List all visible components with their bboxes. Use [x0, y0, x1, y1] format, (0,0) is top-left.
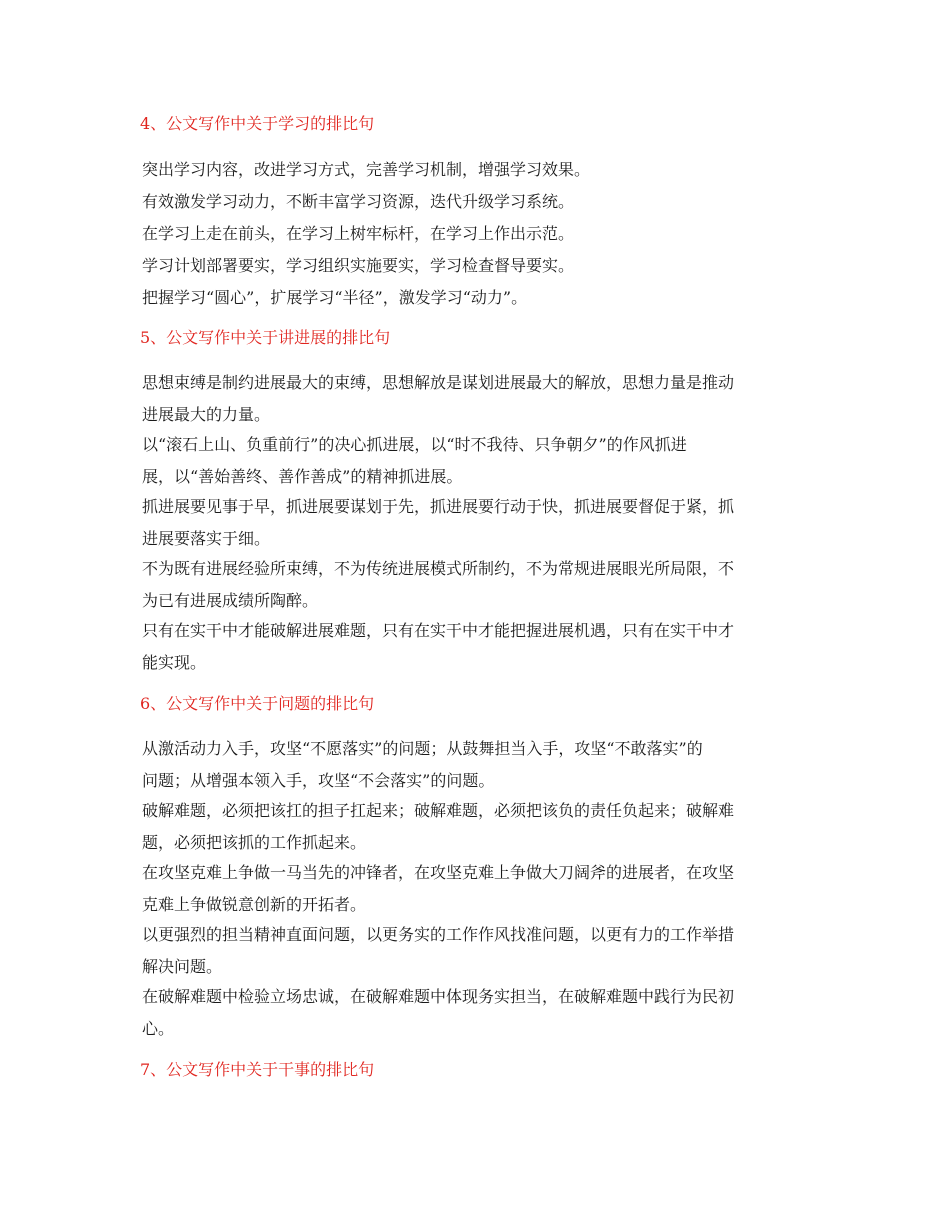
section-heading: 4、公文写作中关于学习的排比句: [140, 114, 375, 133]
paragraph: 以“滚石上山、负重前行”的决心抓进展，以“时不我待、只争朝夕”的作风抓进 展，以“善始善终、善作善成”的精神抓进展。: [142, 435, 687, 486]
paragraph: 把握学习“圆心”，扩展学习“半径”，激发学习“动力”。: [142, 288, 528, 307]
paragraph: 不为既有进展经验所束缚，不为传统进展模式所制约，不为常规进展眼光所局限，不 为已有进展成绩所陶醉。: [142, 559, 735, 610]
paragraph: 有效激发学习动力，不断丰富学习资源，迭代升级学习系统。: [142, 192, 575, 211]
paragraph: 突出学习内容，改进学习方式，完善学习机制，增强学习效果。: [142, 160, 591, 179]
section-heading: 5、公文写作中关于讲进展的排比句: [140, 328, 391, 347]
paragraph: 以更强烈的担当精神直面问题，以更务实的工作作风找准问题，以更有力的工作举措 解决问题。: [142, 925, 735, 976]
paragraph: 在破解难题中检验立场忠诚，在破解难题中体现务实担当，在破解难题中践行为民初 心。: [142, 987, 735, 1038]
section-heading: 6、公文写作中关于问题的排比句: [140, 694, 375, 713]
paragraph: 学习计划部署要实，学习组织实施要实，学习检查督导要实。: [142, 256, 575, 275]
paragraph: 思想束缚是制约进展最大的束缚，思想解放是谋划进展最大的解放，思想力量是推动 进展最大的力量。: [142, 373, 735, 424]
section-heading: 7、公文写作中关于干事的排比句: [140, 1060, 375, 1079]
paragraph: 从激活动力入手，攻坚“不愿落实”的问题；从鼓舞担当入手，攻坚“不敢落实”的 问题；从增强本领入手，攻坚“不会落实”的问题。: [142, 739, 703, 790]
paragraph: 破解难题，必须把该扛的担子扛起来；破解难题，必须把该负的责任负起来；破解难 题，必须把该抓的工作抓起来。: [142, 801, 735, 852]
paragraph: 在攻坚克难上争做一马当先的冲锋者，在攻坚克难上争做大刀阔斧的进展者，在攻坚 克难上争做锐意创新的开拓者。: [142, 863, 735, 914]
paragraph: 抓进展要见事于早，抓进展要谋划于先，抓进展要行动于快，抓进展要督促于紧，抓 进展要落实于细。: [142, 497, 735, 548]
paragraph: 只有在实干中才能破解进展难题，只有在实干中才能把握进展机遇，只有在实干中才 能实现。: [142, 621, 735, 672]
paragraph: 在学习上走在前头，在学习上树牢标杆，在学习上作出示范。: [142, 224, 575, 243]
